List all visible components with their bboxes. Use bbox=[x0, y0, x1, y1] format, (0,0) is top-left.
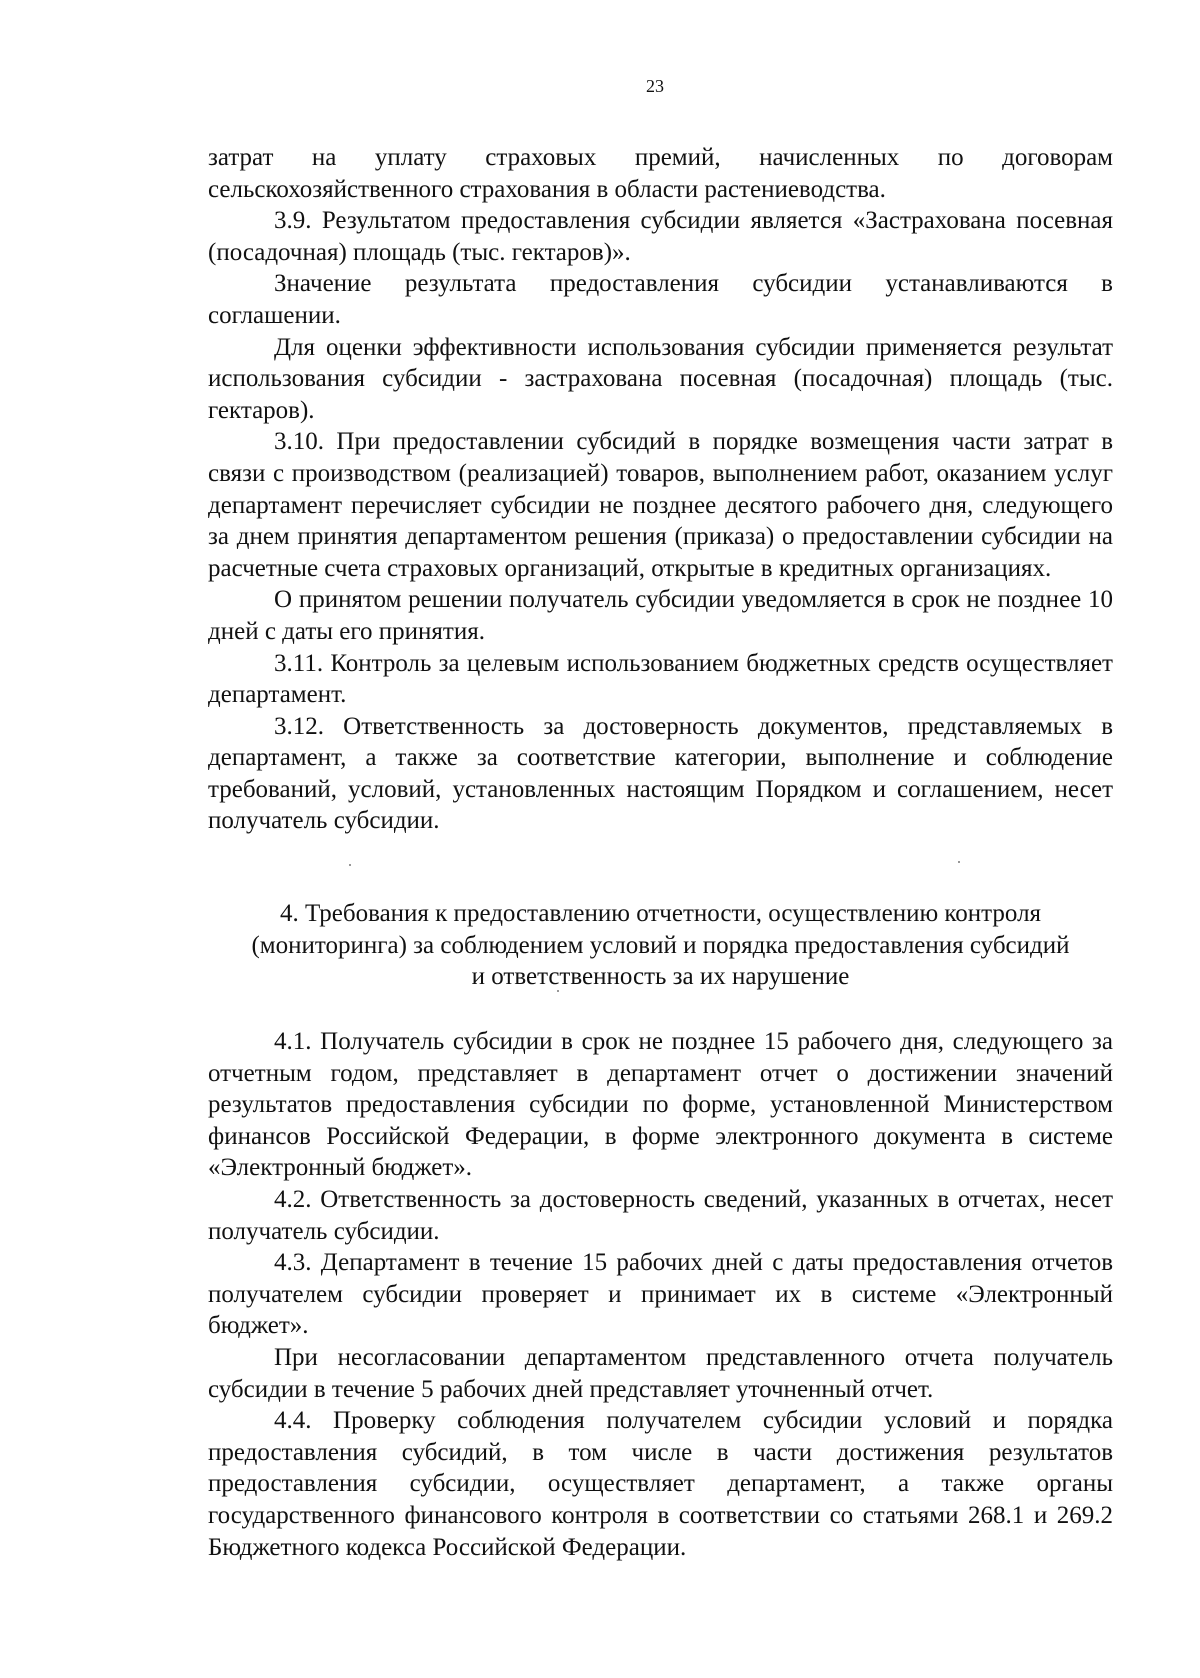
paragraph: 3.9. Результатом предоставления субсидии является «Застрахована посевная (посадочная) площадь (тыс. гектаров)». bbox=[208, 207, 1113, 266]
text-block-top bbox=[208, 142, 1113, 837]
paragraph: 4.3. Департамент в течение 15 рабочих дней с даты предоставления отчетов получателем субсидии проверяет и принимает их в системе «Электронный бюджет». bbox=[208, 1249, 1113, 1340]
text-block-bottom bbox=[208, 1026, 1113, 1563]
scan-speck bbox=[958, 861, 960, 863]
section-heading bbox=[208, 898, 1113, 993]
paragraph: 4.2. Ответственность за достоверность сведений, указанных в отчетах, несет получатель субсидии. bbox=[208, 1185, 1113, 1245]
paragraph: затрат на уплату страховых премий, начисленных по договорам сельскохозяйственного страхования в области растениеводства. bbox=[208, 144, 1113, 203]
paragraph: 3.11. Контроль за целевым использованием бюджетных средств осуществляет департамент. bbox=[208, 649, 1113, 709]
paragraph: 4.4. Проверку соблюдения получателем субсидии условий и порядка предоставления субсидий, в том числе в части достижения результатов предоставления субсидии, осуществляет департамент, а также органы государственного финансового контроля в соответствии со статьями 268.1 и 269.2 Бюджетного кодекса Российской Федерации. bbox=[208, 1407, 1113, 1561]
section-heading-line: и ответственность за их нарушение bbox=[471, 963, 850, 991]
section-heading-line: 4. Требования к предоставлению отчетности, осуществлению контроля bbox=[279, 900, 1042, 927]
paragraph: 4.1. Получатель субсидии в срок не позднее 15 рабочего дня, следующего за отчетным годом, представляет в департамент отчет о достижении значений результатов предоставления субсидии по форме, установленной Министерством финансов Российской Федерации, в форме электронного документа в системе «Электронный бюджет». bbox=[208, 1028, 1113, 1182]
scan-speck bbox=[349, 864, 351, 866]
paragraph: 3.10. При предоставлении субсидий в порядке возмещения части затрат в связи с производством (реализацией) товаров, выполнением работ, оказанием услуг департамент перечисляет субсидии не позднее десятого рабочего дня, следующего за днем принятия департаментом решения (приказа) о предоставлении субсидии на расчетные счета страховых организаций, открытые в кредитных организациях. bbox=[208, 428, 1113, 582]
scan-speck bbox=[557, 990, 559, 992]
paragraph: Значение результата предоставления субсидии устанавливаются в соглашении. bbox=[208, 270, 1113, 329]
paragraph: О принятом решении получатель субсидии уведомляется в срок не позднее 10 дней с даты его принятия. bbox=[208, 586, 1113, 645]
paragraph: При несогласовании департаментом представленного отчета получатель субсидии в течение 5 рабочих дней представляет уточненный отчет. bbox=[208, 1343, 1113, 1403]
paragraph: 3.12. Ответственность за достоверность документов, представляемых в департамент, а также за соответствие категории, выполнение и соблюдение требований, условий, установленных настоящим Порядком и соглашением, несет получатель субсидии. bbox=[208, 712, 1113, 835]
section-heading-line: (мониторинга) за соблюдением условий и порядка предоставления субсидий bbox=[251, 931, 1070, 959]
page-number: 23 bbox=[646, 76, 664, 96]
paragraph: Для оценки эффективности использования субсидии применяется результат использования субсидии - застрахована посевная (посадочная) площадь (тыс. гектаров). bbox=[208, 333, 1113, 424]
